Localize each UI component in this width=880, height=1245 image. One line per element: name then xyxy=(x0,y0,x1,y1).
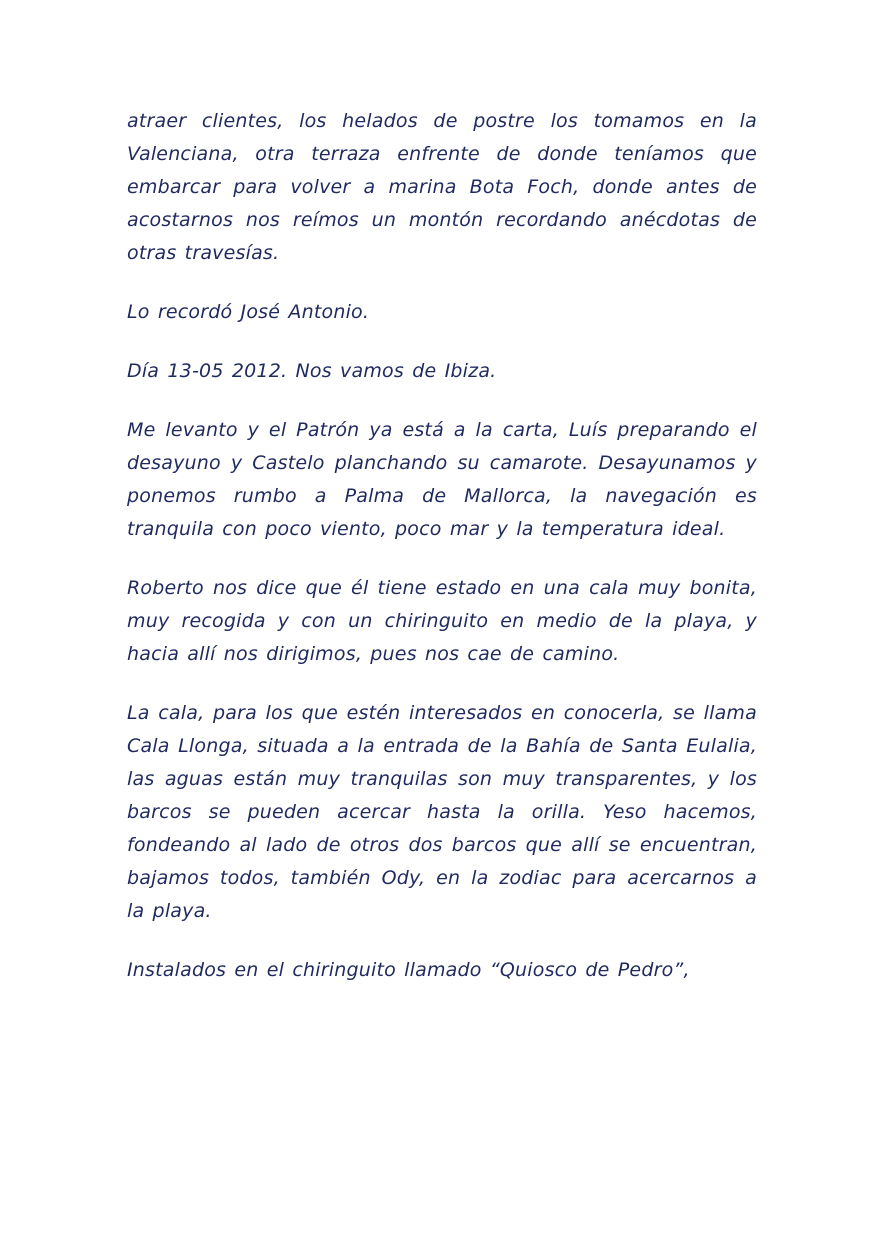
paragraph-departure: Me levanto y el Patrón ya está a la carta, Luís preparando el desayuno y Castelo planchando su camarote. Desayunamos y ponemos rumbo a Palma de Mallorca, la navegación es tranquila con poco viento, poco mar y la temperatura ideal. xyxy=(127,419,757,540)
paragraph-roberto: Roberto nos dice que él tiene estado en una cala muy bonita, muy recogida y con un chiringuito en medio de la playa, y hacia allí nos dirigimos, pues nos cae de camino. xyxy=(127,577,757,665)
paragraph-closing-evening: atraer clientes, los helados de postre los tomamos en la Valenciana, otra terraza enfrente de donde teníamos que embarcar para volver a marina Bota Foch, donde antes de acostarnos nos reímos un montón recordando anécdotas de otras travesías. xyxy=(127,110,757,264)
paragraph-day-heading: Día 13-05 2012. Nos vamos de Ibiza. xyxy=(127,360,497,382)
paragraph-chiringuito: Instalados en el chiringuito llamado “Quiosco de Pedro”, xyxy=(127,959,690,981)
text-body xyxy=(127,105,757,1013)
paragraph-cala-llonga: La cala, para los que estén interesados en conocerla, se llama Cala Llonga, situada a la entrada de la Bahía de Santa Eulalia, las aguas están muy tranquilas son muy transparentes, y los barcos se pueden acercar hasta la orilla. Yeso hacemos, fondeando al lado de otros dos barcos que allí se encuentran, bajamos todos, también Ody, en la zodiac para acercarnos a la playa. xyxy=(127,702,757,922)
paragraph-signature: Lo recordó José Antonio. xyxy=(127,301,370,323)
